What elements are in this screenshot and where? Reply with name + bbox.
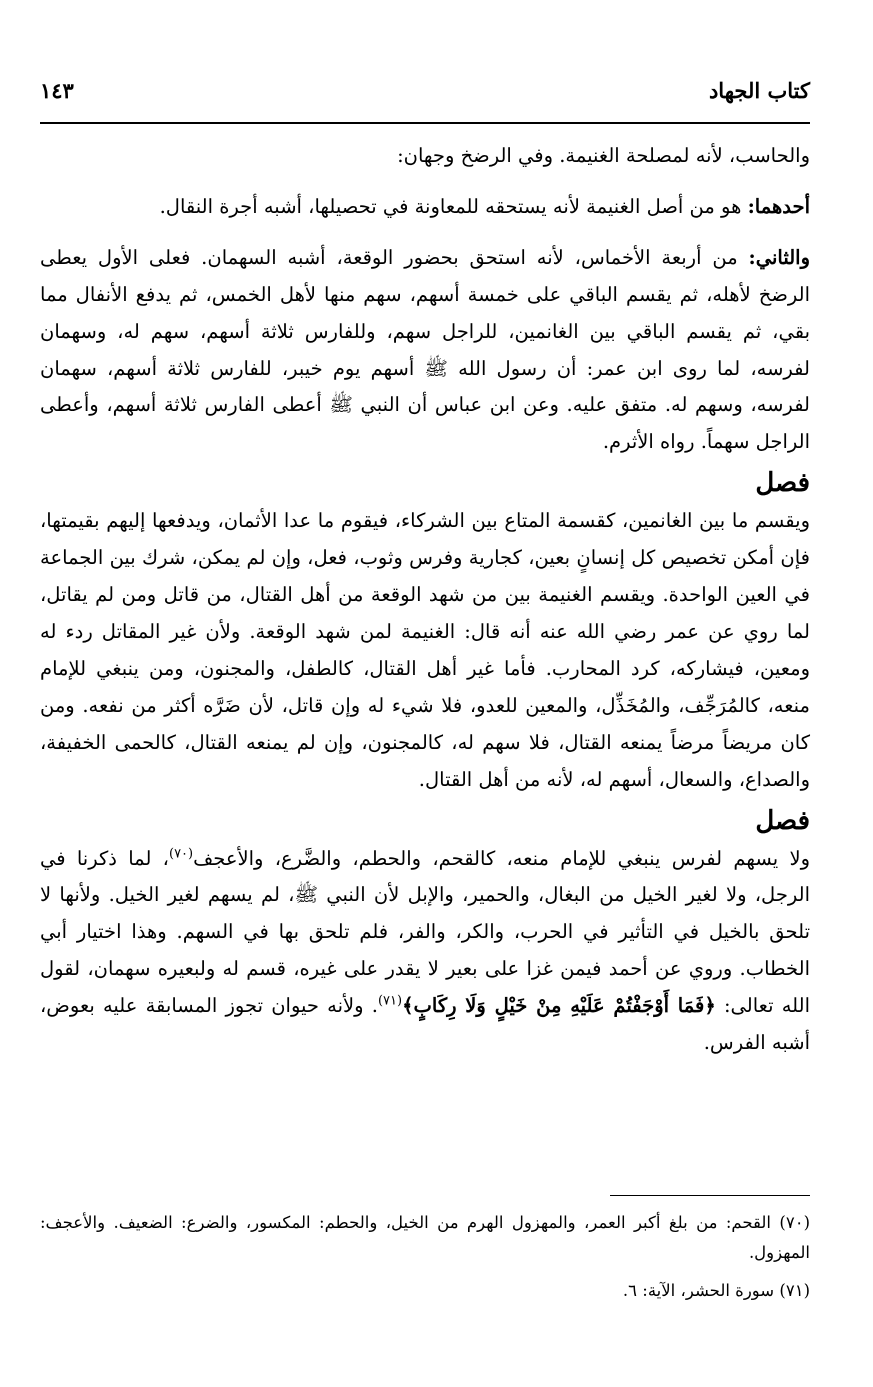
header-rule: [40, 122, 810, 124]
paragraph-3: [40, 240, 810, 461]
paragraph-5-middle: ، لما ذكرنا في الرجل، ولا لغير الخيل من البغال، والحمير، والإبل لأن النبي ﷺ، لم يسهم لغير الخيل. ولأنها لا تلحق بالخيل في التأثير في الحرب، والكر، والفر، فلم تلحق بها في السهم. وهذا اختيار أبي الخطاب. وروي عن أحمد فيمن غزا على بعير لا يقدر على غيره، قسم له ولبعيره سهمان، لقول الله تعالى:: [40, 846, 810, 1018]
footnote-ref-70: (٧٠): [168, 846, 194, 861]
paragraph-5-start: ولا يسهم لفرس ينبغي للإمام منعه، كالقحم، والحطم، والضَّرع، والأعجف: [193, 846, 811, 870]
footnote-rule: [610, 1195, 810, 1196]
section-heading-1: فصل: [755, 468, 810, 499]
paragraph-3-text: من أربعة الأخماس، لأنه استحق بحضور الوقعة، أشبه السهمان. فعلى الأول يعطى الرضخ لأهله، ثم يقسم الباقي على خمسة أسهم، سهم منها لأهل الخمس، ثم يدفع الأنفال مما بقي، ثم يقسم الباقي بين الغانمين، للراجل سهم، وللفارس ثلاثة أسهم، سهم له، وسهمان لفرسه، لما روى ابن عمر: أن رسول الله ﷺ أسهم يوم خيبر، للفارس ثلاثة أسهم، سهمان لفرسه، وسهم له. متفق عليه. وعن ابن عباس أن النبي ﷺ أعطى الفارس ثلاثة أسهم، وأعطى الراجل سهماً. رواه الأثرم.: [40, 245, 811, 454]
page-number: ١٤٣: [40, 77, 74, 103]
paragraph-5: [40, 841, 810, 1062]
paragraph-2-text: هو من أصل الغنيمة لأنه يستحقه للمعاونة في تحصيلها، أشبه أجرة النقال.: [159, 194, 748, 218]
page-header: [40, 72, 810, 108]
footnote-ref-71: (٧١): [377, 993, 403, 1009]
running-title: كتاب الجهاد: [708, 77, 810, 103]
footnotes: [40, 1208, 810, 1306]
paragraph-1: والحاسب، لأنه لمصلحة الغنيمة. وفي الرضخ وجهان:: [397, 144, 810, 167]
paragraph-4: ويقسم ما بين الغانمين، كقسمة المتاع بين الشركاء، فيقوم ما عدا الأثمان، ويدفعها إليهم بقيمتها، فإن أمكن تخصيص كل إنسانٍ بعين، كجارية وفرس وثوب، فعل، وإن لم يمكن، شرك بين الجماعة في العين الواحدة. ويقسم الغنيمة بين من شهد الوقعة من أهل القتال، من قاتل ومن لم يقاتل، لما روي عن عمر رضي الله عنه أنه قال: الغنيمة لمن شهد الوقعة. ولأن غير المقاتل ردء له ومعين، فيشاركه، كرد المحارب. فأما غير أهل القتال، كالطفل، والمجنون، ومن ينبغي للإمام منعه، كالمُرَجِّف، والمُخَذِّل، والمعين للعدو، فلا شيء له وإن قاتل، لأن ضَرَّه أكثر من نفعه. ومن كان مريضاً مرضاً يمنعه القتال، فلا سهم له، كالمجنون، وإن لم يمنعه القتال، كالحمى الخفيفة، والصداع، والسعال، أسهم له، لأنه من أهل القتال.: [40, 509, 810, 791]
main-text: [40, 138, 810, 1062]
term-second: والثاني:: [748, 245, 810, 269]
section-heading-2: فصل: [755, 805, 810, 836]
term-first: أحدهما:: [747, 194, 810, 218]
paragraph-2: [40, 189, 810, 226]
footnote-71: (٧١) سورة الحشر، الآية: ٦.: [622, 1281, 810, 1300]
paragraph-5-end: . ولأنه حيوان تجوز المسابقة عليه بعوض، أشبه الفرس.: [40, 994, 810, 1055]
footnote-70: (٧٠) القحم: من بلغ أكبر العمر، والمهزول الهرم من الخيل، والحطم: المكسور، والضرع: الضعيف. والأعجف: المهزول.: [40, 1213, 810, 1262]
quran-quote: ﴿فَمَا أَوْجَفْتُمْ عَلَيْهِ مِنْ خَيْلٍ وَلَا رِكَابٍ﴾: [402, 994, 716, 1018]
